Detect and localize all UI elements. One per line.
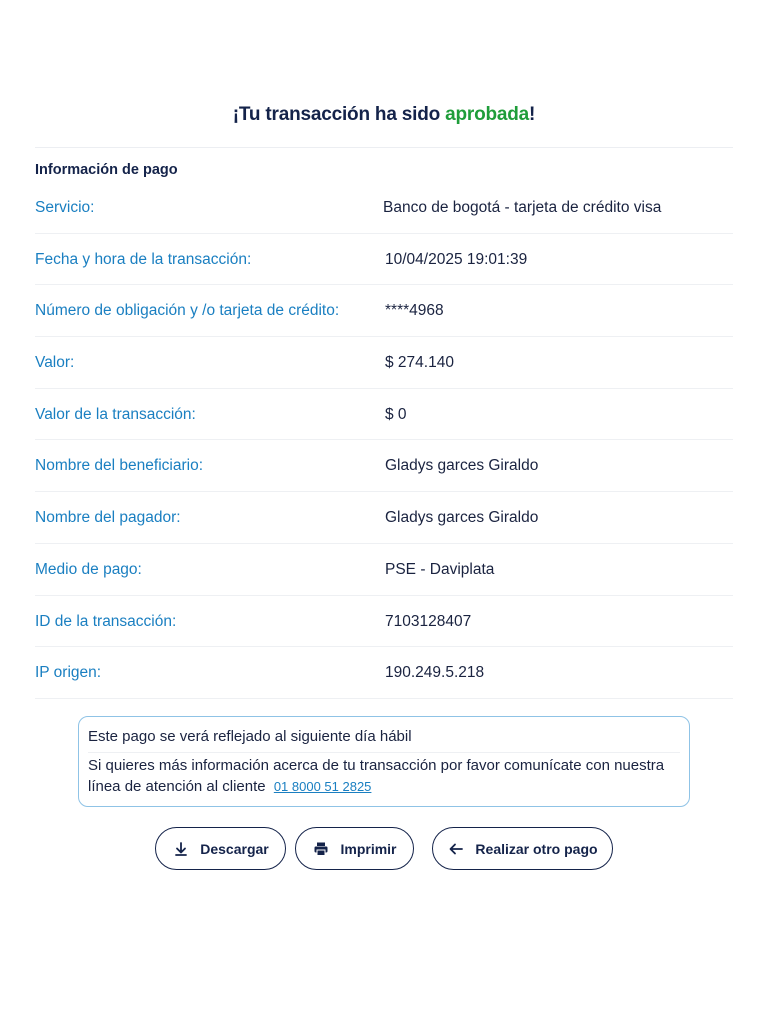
notice-line1: Este pago se verá reflejado al siguiente día hábil <box>88 728 412 745</box>
row-label: Número de obligación y /o tarjeta de crédito: <box>35 302 340 320</box>
row-value: ****4968 <box>385 302 444 320</box>
row-label: Valor de la transacción: <box>35 405 196 423</box>
row-value: Gladys garces Giraldo <box>385 457 539 475</box>
section-title: Información de pago <box>35 162 178 178</box>
row-label: Fecha y hora de la transacción: <box>35 250 252 268</box>
row-payer <box>35 492 733 544</box>
new-payment-label: Realizar otro pago <box>475 840 598 857</box>
printer-icon <box>312 840 330 858</box>
notice-line2-text: Si quieres más información acerca de tu transacción por favor comunícate con nuestra línea de atención al cliente <box>88 757 665 795</box>
row-payment-method <box>35 544 733 596</box>
row-label: Valor: <box>35 354 75 372</box>
row-value: Banco de bogotá - tarjeta de crédito visa <box>383 199 662 216</box>
row-value: $ 0 <box>385 405 407 423</box>
row-label: Medio de pago: <box>35 560 142 578</box>
row-value: Gladys garces Giraldo <box>385 509 539 527</box>
row-label: Nombre del beneficiario: <box>35 457 204 475</box>
support-phone-link[interactable]: 01 8000 51 2825 <box>273 779 372 794</box>
download-button[interactable] <box>155 827 286 870</box>
row-beneficiary <box>35 440 733 492</box>
row-ip-origin <box>35 647 733 699</box>
title-suffix: ! <box>529 104 536 125</box>
payment-info-table <box>35 182 733 699</box>
row-label: Servicio: <box>35 199 95 216</box>
divider <box>35 147 733 148</box>
page-title <box>0 104 768 126</box>
row-label: ID de la transacción: <box>35 612 177 630</box>
row-transaction-id <box>35 596 733 648</box>
print-label: Imprimir <box>340 840 397 857</box>
row-value: 190.249.5.218 <box>385 664 485 682</box>
row-label: Nombre del pagador: <box>35 509 181 527</box>
notice-line2 <box>88 755 678 797</box>
row-value: 10/04/2025 19:01:39 <box>385 250 528 268</box>
notice-divider <box>88 752 680 753</box>
row-value: $ 274.140 <box>385 354 454 372</box>
row-transaction-fee <box>35 389 733 441</box>
print-button[interactable] <box>295 827 414 870</box>
title-prefix: ¡Tu transacción ha sido <box>232 104 446 125</box>
notice-box <box>78 716 690 807</box>
download-icon <box>172 840 190 858</box>
row-value: PSE - Daviplata <box>385 560 495 578</box>
row-card-number <box>35 285 733 337</box>
new-payment-button[interactable] <box>432 827 613 870</box>
row-amount <box>35 337 733 389</box>
title-status: aprobada <box>445 104 530 125</box>
row-service <box>35 182 733 234</box>
download-label: Descargar <box>200 840 269 857</box>
row-value: 7103128407 <box>385 612 472 630</box>
arrow-left-icon <box>447 840 465 858</box>
row-label: IP origen: <box>35 664 102 682</box>
row-datetime <box>35 234 733 286</box>
